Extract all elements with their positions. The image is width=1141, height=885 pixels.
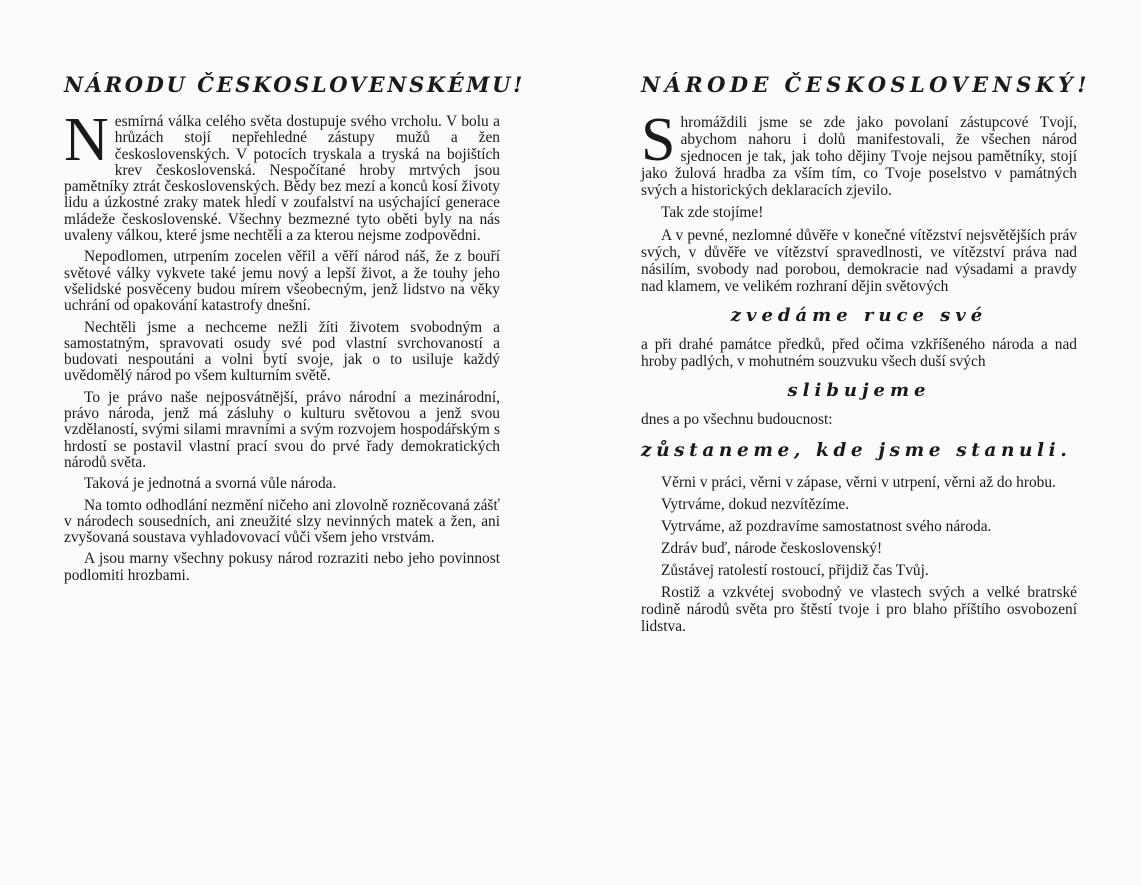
right-heading-2: slibujeme (787, 380, 931, 402)
left-page-body (64, 106, 500, 589)
right-paragraph-10: Rostiž a vzkvétej svobodný ve vlastech svých a velké bratrské rodině národů světa pro štěstí tvoje i pro blaho příštího osvobození lidstva. (641, 583, 1077, 636)
left-paragraph-3: Nechtěli jsme a nechceme nežli žíti životem svobodným a samostatným, spravovati osudy své pod vlastní svrchovaností a budovati nespoutáni a volni bytí svoje, jak o to usiluje každý uvědomělý národ po všem kulturním světě. (64, 318, 500, 385)
left-paragraph-4: To je právo naše nejposvátnější, právo národní a mezinárodní, právo národa, jenž má zásluhy o kulturu světovou a jenž svou vzdělaností, svými silami mravními a svým rozvojem hospodářským s hrdostí se postavil vlastní prací svou do prvé řady demokratických národů světa. (64, 388, 500, 471)
right-paragraph-6: Vytrváme, dokud nezvítězíme. (661, 495, 850, 513)
right-paragraph-3: a při drahé památce předků, před očima vzkříšeného národa a nad hroby padlých, v mohutném souzvuku všech duší svých (641, 336, 1077, 371)
right-paragraph-1: Tak zde stojíme! (661, 204, 764, 222)
right-page-title: NÁRODE ČESKOSLOVENSKÝ! (641, 72, 1091, 97)
right-page-body (641, 106, 1077, 640)
right-paragraph-2: A v pevné, nezlomné důvěře v konečné vítězství nejsvětějších práv svých, v důvěře ve vítězství spravedlnosti, ve vítězství práva nad násilím, svobody nad porobou, demokracie nad výsadami a pravdy nad klamem, ve velikém rozhraní dějin světových (641, 226, 1077, 295)
right-paragraph-8: Zdráv buď, národe československý! (661, 539, 883, 557)
right-paragraph-9: Zůstávej ratolestí rostoucí, přijdiž čas Tvůj. (661, 561, 929, 579)
right-heading-1: zvedáme ruce své (730, 304, 988, 326)
left-dropcap: N (64, 106, 109, 174)
left-paragraph-5: Taková je jednotná a svorná vůle národa. (84, 475, 337, 493)
right-heading-3: zůstaneme, kde jsme stanuli. (641, 440, 1072, 462)
right-paragraph-7: Vytrváme, až pozdravíme samostatnost svého národa. (661, 517, 992, 535)
right-paragraph-4: dnes a po všechnu budoucnost: (641, 411, 833, 429)
right-paragraph-5: Věrni v práci, věrni v zápase, věrni v utrpení, věrni až do hrobu. (661, 473, 1056, 491)
left-paragraph-1: Nesmírná válka celého světa dostupuje svého vrcholu. V bolu a hrůzách stojí nepřehledné zástupy mužů a žen československých. V potocích tryskala a tryská na bojištích krev československá. Nespočítané hroby mrtvých jsou pamětníky ztrát československých. Bědy bez mezí a konců kosí životy lidu a úzkostné zraky matek hledí v zoufalství na usýchající generace mládeže československé. Všechny bezmezné tyto oběti byly na nás uvaleny válkou, které jsme nechtěli a za kterou nejsme zodpovědni. (64, 106, 500, 245)
left-paragraph-6: Na tomto odhodlání nezmění ničeho ani zlovolně rozněcovaná zášť v národech sousedních, ani zneužité slzy nevinných matek a žen, ani zvyšovaná soustava vyhladovovací vůči všem jeho vrstvám. (64, 496, 500, 547)
left-page-title: NÁRODU ČESKOSLOVENSKÉMU! (64, 72, 525, 97)
left-paragraph-7: A jsou marny všechny pokusy národ rozraziti nebo jeho povinnost podlomiti hrozbami. (64, 550, 500, 584)
right-dropcap: S (641, 106, 676, 174)
left-paragraph-2: Nepodlomen, utrpením zocelen věřil a věří národ náš, že z bouří světové války vykvete také jemu nový a lepší život, a že touhy jeho všelidské posvěceny budou mírem všeobecným, jenž lidstvo na věky uchrání od opakování katastrofy dnešní. (64, 248, 500, 315)
right-paragraph-lead: Shromáždili jsme se zde jako povolaní zástupcové Tvojí, abychom nahoru i dolů manifestovali, že všechen národ sjednocen je tak, jak toho dějiny Tvoje nejsou pamětníky, stojí jako žulová hradba za vším tím, co Tvoje poselstvo v památných svých a historických deklaracích zjevilo. (641, 106, 1077, 200)
